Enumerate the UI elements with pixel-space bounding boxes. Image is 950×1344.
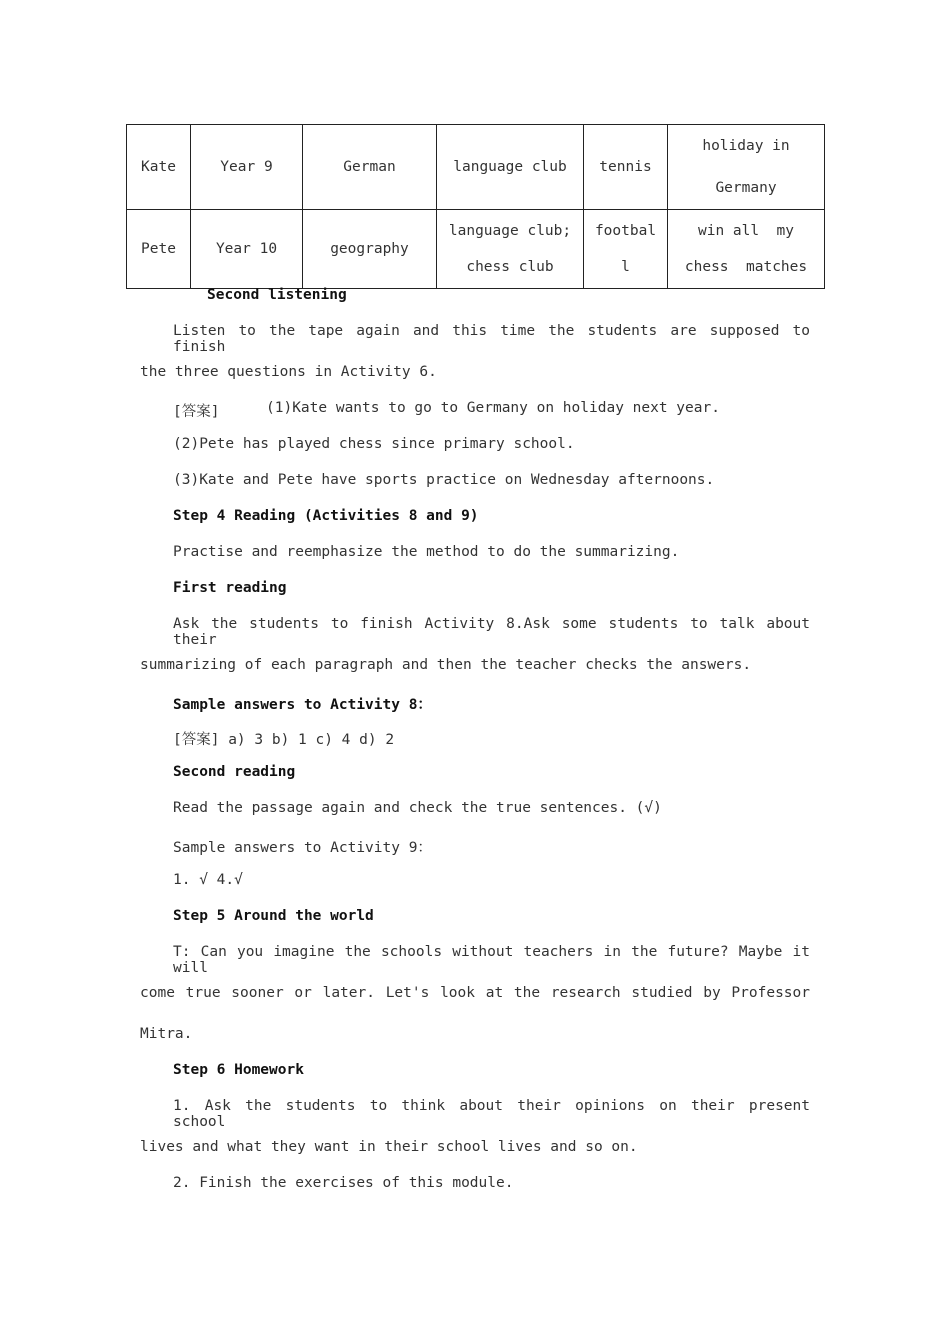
paragraph-line: Sample answers to Activity 9： [173,840,432,856]
table-cell: language club; chess club [437,210,584,289]
paragraph-text: Listen to the tape again and this time the students are supposed to finish [173,323,810,355]
table-row [127,125,825,210]
answer-label: [答案] [173,404,220,420]
answer-line: 1. √ 4.√ [173,872,243,888]
table-cell: Year 9 [191,125,303,210]
paragraph-line [173,616,810,648]
paragraph-line [173,1098,810,1130]
paragraph-text: 1. Ask the students to think about their opinions on their present school [173,1098,810,1130]
table-cell: language club [437,125,584,210]
answer-line: [答案] a) 3 b) 1 c) 4 d) 2 [173,732,395,748]
section-heading: Second reading [173,764,296,780]
student-info-table [126,124,825,289]
table-row [127,210,825,289]
table-cell: geography [303,210,437,289]
table-cell: Kate [127,125,191,210]
answer-line: (2)Pete has played chess since primary school. [173,436,575,452]
step-heading: Step 5 Around the world [173,908,374,924]
table-cell: Year 10 [191,210,303,289]
step-heading: Step 6 Homework [173,1062,304,1078]
paragraph-line: Mitra. [140,1026,193,1042]
table-cell: win all my chess matches [668,210,825,289]
paragraph-text: T: Can you imagine the schools without teachers in the future? Maybe it will [173,944,810,976]
paragraph-line [140,985,810,1001]
paragraph-text: Ask the students to finish Activity 8.Ask some students to talk about their [173,616,810,648]
paragraph-line: the three questions in Activity 6. [140,364,437,380]
paragraph-line: Practise and reemphasize the method to do the summarizing. [173,544,680,560]
paragraph-line: 2. Finish the exercises of this module. [173,1175,514,1191]
table-cell: Pete [127,210,191,289]
paragraph-line: Read the passage again and check the true sentences. (√) [173,800,662,816]
paragraph-line [173,323,810,355]
table-cell: football [584,210,668,289]
table-cell: tennis [584,125,668,210]
paragraph-line: lives and what they want in their school lives and so on. [140,1139,638,1155]
table-cell: holiday in Germany [668,125,825,210]
second-listening-heading: Second listening [207,287,347,303]
section-heading: Sample answers to Activity 8： [173,697,432,713]
table-cell: German [303,125,437,210]
answer-line: (1)Kate wants to go to Germany on holiday next year. [266,400,720,416]
step-heading: Step 4 Reading (Activities 8 and 9) [173,508,479,524]
paragraph-line [173,944,810,976]
paragraph-line: summarizing of each paragraph and then the teacher checks the answers. [140,657,752,673]
paragraph-text: come true sooner or later. Let's look at the research studied by Professor [140,985,810,1001]
answer-line: (3)Kate and Pete have sports practice on Wednesday afternoons. [173,472,715,488]
section-heading: First reading [173,580,287,596]
